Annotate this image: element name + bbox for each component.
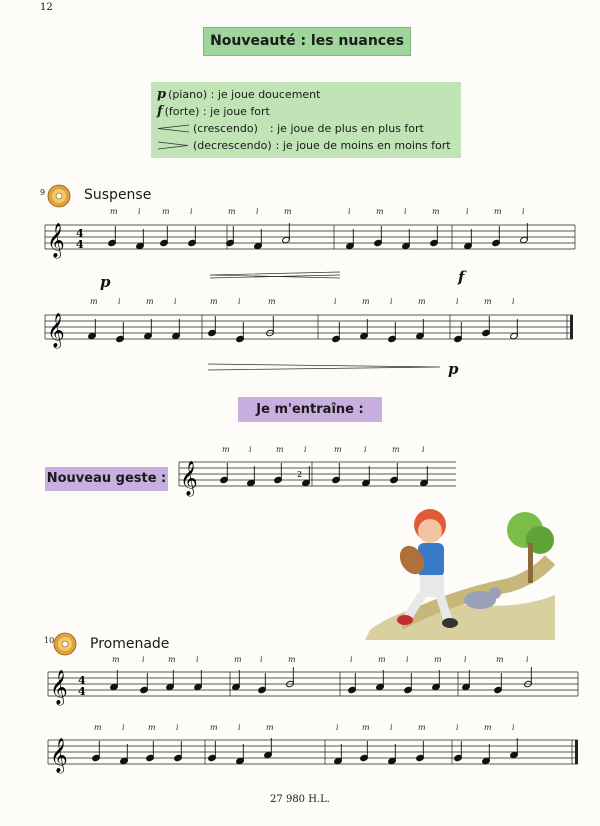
fingering-mark: m <box>268 297 276 306</box>
piece2-title: Promenade <box>90 636 170 652</box>
piece2-staff-row1 <box>40 650 585 710</box>
fingering-mark: m <box>222 445 230 454</box>
fingering-mark: i <box>390 297 393 306</box>
legend-decrescendo-text: (decrescendo) <box>193 139 272 152</box>
fingering-mark: m <box>234 655 242 664</box>
dynamic-p-end: p <box>448 360 459 378</box>
fingering-mark: i <box>364 445 367 454</box>
legend-crescendo <box>157 120 455 137</box>
piece1-track-number: 9 <box>40 188 46 197</box>
fingering-mark: m <box>376 207 384 216</box>
fingering-mark: i <box>466 207 469 216</box>
fingering-mark: m <box>210 723 218 732</box>
nouveau-geste-staff <box>176 442 461 512</box>
footer-catalog-number: 27 980 H.L. <box>270 794 330 805</box>
fingering-mark: m <box>94 723 102 732</box>
piece1-staff-row1 <box>40 202 580 292</box>
piece1-title: Suspense <box>84 187 152 203</box>
piece1-staff-row2 <box>40 292 580 382</box>
crescendo-hairpin-icon <box>210 272 340 278</box>
fingering-mark: i <box>260 655 263 664</box>
piece2-staff-row2 <box>40 718 585 778</box>
boy-with-guitar-illustration <box>350 505 565 640</box>
fingering-mark: i <box>526 655 529 664</box>
dynamics-legend <box>151 82 461 158</box>
fingering-mark: i <box>176 723 179 732</box>
fingering-mark: i <box>336 723 339 732</box>
fingering-mark: m <box>276 445 284 454</box>
time-signature-bottom: 4 <box>76 238 84 251</box>
nouveau-geste-label: Nouveau geste : <box>45 467 168 491</box>
je-mentraine-label: Je m'entraîne : <box>238 397 382 422</box>
piano-symbol: p <box>157 87 167 102</box>
fingering-mark: i <box>512 297 515 306</box>
fingering-mark: i <box>238 297 241 306</box>
decrescendo-hairpin-icon <box>208 364 440 370</box>
treble-clef-icon: 𝄞 <box>180 461 198 496</box>
fingering-mark: m <box>494 207 502 216</box>
fingering-mark: m <box>378 655 386 664</box>
fingering-mark: m <box>110 207 118 216</box>
legend-decrescendo-meaning: : je joue de moins en moins fort <box>275 139 451 152</box>
legend-crescendo-meaning: : je joue de plus en plus fort <box>269 122 424 135</box>
fingering-mark: m <box>228 207 236 216</box>
fingering-mark: i <box>512 723 515 732</box>
left-hand-finger: 2 <box>297 470 303 479</box>
legend-crescendo-text: (crescendo) <box>193 122 258 135</box>
page-number: 12 <box>40 2 53 13</box>
legend-forte <box>157 103 455 120</box>
fingering-mark: m <box>90 297 98 306</box>
fingering-mark: m <box>112 655 120 664</box>
crescendo-hairpin-icon <box>157 124 189 133</box>
fingering-mark: i <box>196 655 199 664</box>
fingering-mark: i <box>522 207 525 216</box>
fingering-mark: m <box>496 655 504 664</box>
fingering-mark: i <box>142 655 145 664</box>
time-signature-top: 4 <box>76 227 84 240</box>
fingering-mark: i <box>138 207 141 216</box>
treble-clef-icon: 𝄞 <box>47 313 65 348</box>
fingering-mark: m <box>362 297 370 306</box>
fingering-mark: m <box>168 655 176 664</box>
fingering-mark: i <box>348 207 351 216</box>
fingering-mark: m <box>418 723 426 732</box>
fingering-mark: m <box>362 723 370 732</box>
fingering-mark: m <box>334 445 342 454</box>
fingering-mark: i <box>256 207 259 216</box>
fingering-mark: i <box>422 445 425 454</box>
fingering-mark: m <box>418 297 426 306</box>
legend-piano <box>157 86 455 103</box>
forte-symbol: f <box>157 104 163 119</box>
fingering-mark: i <box>350 655 353 664</box>
treble-clef-icon: 𝄞 <box>50 670 68 705</box>
fingering-mark: m <box>148 723 156 732</box>
fingering-mark: i <box>456 723 459 732</box>
fingering-mark: i <box>406 655 409 664</box>
treble-clef-icon: 𝄞 <box>50 738 68 773</box>
fingering-mark: i <box>404 207 407 216</box>
fingering-mark: i <box>118 297 121 306</box>
fingering-mark: m <box>210 297 218 306</box>
fingering-mark: i <box>304 445 307 454</box>
dynamic-p-start: p <box>100 273 111 291</box>
fingering-mark: m <box>162 207 170 216</box>
legend-piano-text: (piano) : je joue doucement <box>168 88 321 101</box>
fingering-mark: m <box>288 655 296 664</box>
fingering-mark: i <box>464 655 467 664</box>
dynamic-f-peak: f <box>458 268 465 286</box>
fingering-mark: i <box>122 723 125 732</box>
fingering-mark: i <box>334 297 337 306</box>
time-signature-top: 4 <box>78 674 86 687</box>
fingering-mark: i <box>390 723 393 732</box>
fingering-mark: i <box>174 297 177 306</box>
fingering-mark: m <box>146 297 154 306</box>
fingering-mark: m <box>484 297 492 306</box>
piece2-track-number: 10 <box>44 636 55 645</box>
fingering-mark: i <box>456 297 459 306</box>
fingering-mark: m <box>392 445 400 454</box>
fingering-mark: i <box>238 723 241 732</box>
fingering-mark: m <box>432 207 440 216</box>
decrescendo-hairpin-icon <box>157 141 189 150</box>
fingering-mark: m <box>284 207 292 216</box>
page-title: Nouveauté : les nuances <box>203 27 411 56</box>
time-signature-bottom: 4 <box>78 685 86 698</box>
treble-clef-icon: 𝄞 <box>47 223 65 258</box>
legend-decrescendo <box>157 137 455 154</box>
fingering-mark: m <box>484 723 492 732</box>
fingering-mark: i <box>190 207 193 216</box>
fingering-mark: m <box>434 655 442 664</box>
legend-forte-text: (forte) : je joue fort <box>164 105 270 118</box>
fingering-mark: m <box>266 723 274 732</box>
fingering-mark: i <box>249 445 252 454</box>
